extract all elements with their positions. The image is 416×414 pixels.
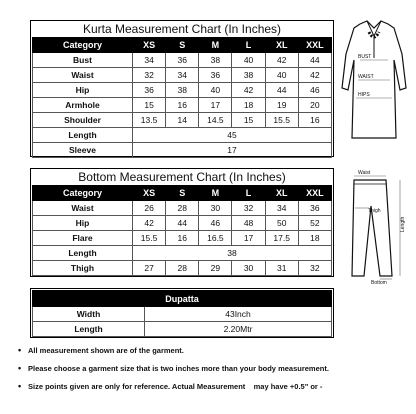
kurta-bust-label: BUST: [358, 54, 372, 60]
header-s: S: [166, 38, 199, 53]
row-label: Width: [33, 307, 145, 322]
cell-value: 13.5: [133, 113, 166, 128]
row-label: Hip: [33, 216, 133, 231]
cell-value: 45: [133, 128, 332, 143]
cell-value: 40: [232, 53, 265, 68]
header-xxl: XXL: [298, 38, 331, 53]
kurta-diagram: [334, 18, 414, 146]
cell-value: 15: [133, 98, 166, 113]
note-text: All measurement shown are of the garment.: [28, 346, 184, 355]
bottom-waist-label: Waist: [358, 170, 371, 176]
dupatta-table-header: [33, 291, 332, 307]
header-s: S: [166, 186, 199, 201]
list-item: [18, 381, 408, 392]
cell-value: 40: [265, 68, 298, 83]
row-label: Length: [33, 128, 133, 143]
cell-value: 2.20Mtr: [145, 322, 332, 337]
cell-value: 48: [232, 216, 265, 231]
cell-value: 34: [166, 68, 199, 83]
bullet-icon: •: [18, 363, 22, 373]
header-m: M: [199, 38, 232, 53]
cell-value: 46: [298, 83, 331, 98]
bottom-table-header: [33, 186, 332, 201]
cell-value: 38: [199, 53, 232, 68]
bullet-icon: •: [18, 381, 22, 391]
measurement-notes: [18, 345, 408, 399]
table-row: [33, 143, 332, 158]
header-m: M: [199, 186, 232, 201]
cell-value: 17.5: [265, 231, 298, 246]
table-row: [33, 201, 332, 216]
cell-value: 31: [265, 261, 298, 276]
cell-value: 32: [298, 261, 331, 276]
cell-value: 34: [265, 201, 298, 216]
cell-value: 50: [265, 216, 298, 231]
cell-value: 36: [166, 53, 199, 68]
cell-value: 40: [199, 83, 232, 98]
cell-value: 17: [133, 143, 332, 158]
cell-value: 18: [232, 98, 265, 113]
cell-value: 16: [298, 113, 331, 128]
cell-value: 42: [133, 216, 166, 231]
table-row: [33, 98, 332, 113]
bottom-chart-title: Bottom Measurement Chart (In Inches): [78, 170, 286, 184]
table-row: [33, 128, 332, 143]
table-row: [33, 53, 332, 68]
cell-value: 36: [199, 68, 232, 83]
table-row: [33, 307, 332, 322]
header-category: Category: [33, 38, 133, 53]
cell-value: 29: [199, 261, 232, 276]
row-label: Sleeve: [33, 143, 133, 158]
table-row: [33, 113, 332, 128]
cell-value: 52: [298, 216, 331, 231]
cell-value: 42: [298, 68, 331, 83]
cell-value: 44: [166, 216, 199, 231]
cell-value: 16: [166, 231, 199, 246]
cell-value: 30: [199, 201, 232, 216]
cell-value: 20: [298, 98, 331, 113]
cell-value: 38: [232, 68, 265, 83]
cell-value: 42: [232, 83, 265, 98]
row-label: Flare: [33, 231, 133, 246]
cell-value: 27: [133, 261, 166, 276]
header-xs: XS: [133, 186, 166, 201]
list-item: [18, 345, 408, 356]
cell-value: 14: [166, 113, 199, 128]
note-text: Size points given are only for reference. Actual Measurement may have +0.5" or -: [28, 382, 323, 391]
row-label: Armhole: [33, 98, 133, 113]
header-l: L: [232, 186, 265, 201]
cell-value: 42: [265, 53, 298, 68]
row-label: Bust: [33, 53, 133, 68]
header-xl: XL: [265, 38, 298, 53]
header-xl: XL: [265, 186, 298, 201]
table-row: [33, 83, 332, 98]
header-xs: XS: [133, 38, 166, 53]
table-row: [33, 231, 332, 246]
table-row: [33, 246, 332, 261]
cell-value: 36: [133, 83, 166, 98]
cell-value: 16.5: [199, 231, 232, 246]
cell-value: 44: [298, 53, 331, 68]
cell-value: 46: [199, 216, 232, 231]
cell-value: 34: [133, 53, 166, 68]
cell-value: 38: [166, 83, 199, 98]
cell-value: 36: [298, 201, 331, 216]
row-label: Waist: [33, 201, 133, 216]
cell-value: 32: [133, 68, 166, 83]
note-text: Please choose a garment size that is two inches more than your body measurement.: [28, 364, 329, 373]
cell-value: 14.5: [199, 113, 232, 128]
cell-value: 17: [232, 231, 265, 246]
cell-value: 28: [166, 261, 199, 276]
kurta-waist-label: WAIST: [358, 74, 374, 80]
dupatta-title: Dupatta: [33, 291, 332, 307]
row-label: Shoulder: [33, 113, 133, 128]
bottom-measurement-table: [32, 185, 332, 276]
bottom-hem-label: Bottom: [371, 280, 387, 286]
cell-value: 17: [199, 98, 232, 113]
cell-value: 19: [265, 98, 298, 113]
cell-value: 15.5: [133, 231, 166, 246]
cell-value: 18: [298, 231, 331, 246]
cell-value: 15.5: [265, 113, 298, 128]
header-l: L: [232, 38, 265, 53]
bottom-thigh-label: Thigh: [368, 208, 381, 214]
table-row: [33, 261, 332, 276]
row-label: Length: [33, 322, 145, 337]
table-row: [33, 216, 332, 231]
row-label: Length: [33, 246, 133, 261]
table-row: [33, 68, 332, 83]
list-item: [18, 363, 408, 374]
table-row: [33, 322, 332, 337]
bullet-icon: •: [18, 345, 22, 355]
kurta-hips-label: HIPS: [358, 92, 370, 98]
bottom-length-label: Length: [400, 216, 406, 232]
cell-value: 15: [232, 113, 265, 128]
bottom-diagram: [338, 166, 414, 286]
cell-value: 28: [166, 201, 199, 216]
header-category: Category: [33, 186, 133, 201]
cell-value: 16: [166, 98, 199, 113]
cell-value: 43Inch: [145, 307, 332, 322]
cell-value: 30: [232, 261, 265, 276]
kurta-measurement-table: [32, 37, 332, 158]
kurta-chart-title: Kurta Measurement Chart (In Inches): [82, 22, 282, 36]
cell-value: 38: [133, 246, 332, 261]
cell-value: 26: [133, 201, 166, 216]
row-label: Thigh: [33, 261, 133, 276]
dupatta-table: [32, 290, 332, 337]
header-xxl: XXL: [298, 186, 331, 201]
row-label: Hip: [33, 83, 133, 98]
cell-value: 32: [232, 201, 265, 216]
row-label: Waist: [33, 68, 133, 83]
cell-value: 44: [265, 83, 298, 98]
kurta-table-header: [33, 38, 332, 53]
